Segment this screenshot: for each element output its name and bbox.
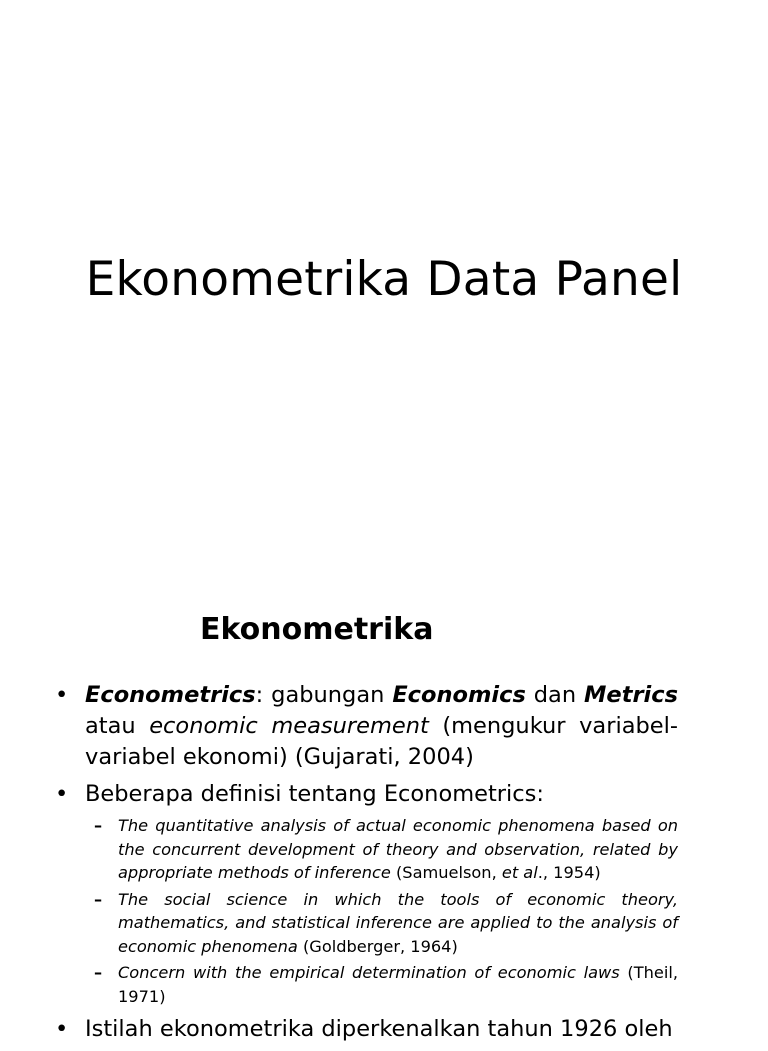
slide-title: Ekonometrika Data Panel xyxy=(85,252,683,307)
bullet-text: Istilah ekonometrika diperkenalkan tahun 1926 oleh xyxy=(85,1016,673,1042)
bullet-item-econometrics xyxy=(55,680,678,773)
definition-quote: The social science in which the tools of economic theory, mathematics, and statistical inference are applied to the analysis of economic phenomena xyxy=(118,889,678,956)
bullet-text: gabungan xyxy=(263,682,393,708)
definition-quote: The quantitative analysis of actual economic phenomena based on the concurrent development of theory and observation, related by appropriate methods of inference xyxy=(118,816,678,882)
bullet-text: Beberapa definisi tentang Econometrics: xyxy=(85,781,544,807)
bullet-list xyxy=(55,680,678,1051)
definition-citation: (Samuelson, xyxy=(390,863,502,882)
definition-item xyxy=(85,961,678,1008)
definition-citation: (Theil, 1971) xyxy=(118,963,678,1006)
section-title: Ekonometrika xyxy=(200,612,434,647)
bullet-icon: • xyxy=(55,682,69,708)
term-economic-measurement: economic measurement xyxy=(149,713,429,739)
bullet-item-definitions xyxy=(55,779,678,1008)
term-metrics: Metrics xyxy=(584,682,678,708)
definition-citation-etal: et al xyxy=(501,863,538,882)
bullet-text: atau xyxy=(85,713,150,739)
definition-list xyxy=(85,814,678,1008)
definition-quote: Concern with the empirical determination of economic laws xyxy=(118,963,620,982)
bullet-icon: • xyxy=(55,1016,69,1042)
definition-item xyxy=(85,814,678,885)
dash-icon: – xyxy=(94,889,103,909)
bullet-icon: • xyxy=(55,781,69,807)
dash-icon: – xyxy=(94,963,103,982)
bullet-text: (mengukur variabel-variabel ekonomi) (Gujarati, 2004) xyxy=(85,713,678,770)
dash-icon: – xyxy=(94,816,103,835)
bullet-item-history xyxy=(55,1014,678,1045)
bullet-text: dan xyxy=(525,682,585,708)
definition-citation: (Goldberger, 1964) xyxy=(297,936,458,956)
term-colon: : xyxy=(255,682,264,708)
term-econometrics: Econometrics xyxy=(85,682,256,708)
definition-citation-year: ., 1954) xyxy=(537,863,601,882)
definition-item xyxy=(85,888,678,959)
term-economics: Economics xyxy=(392,682,526,708)
